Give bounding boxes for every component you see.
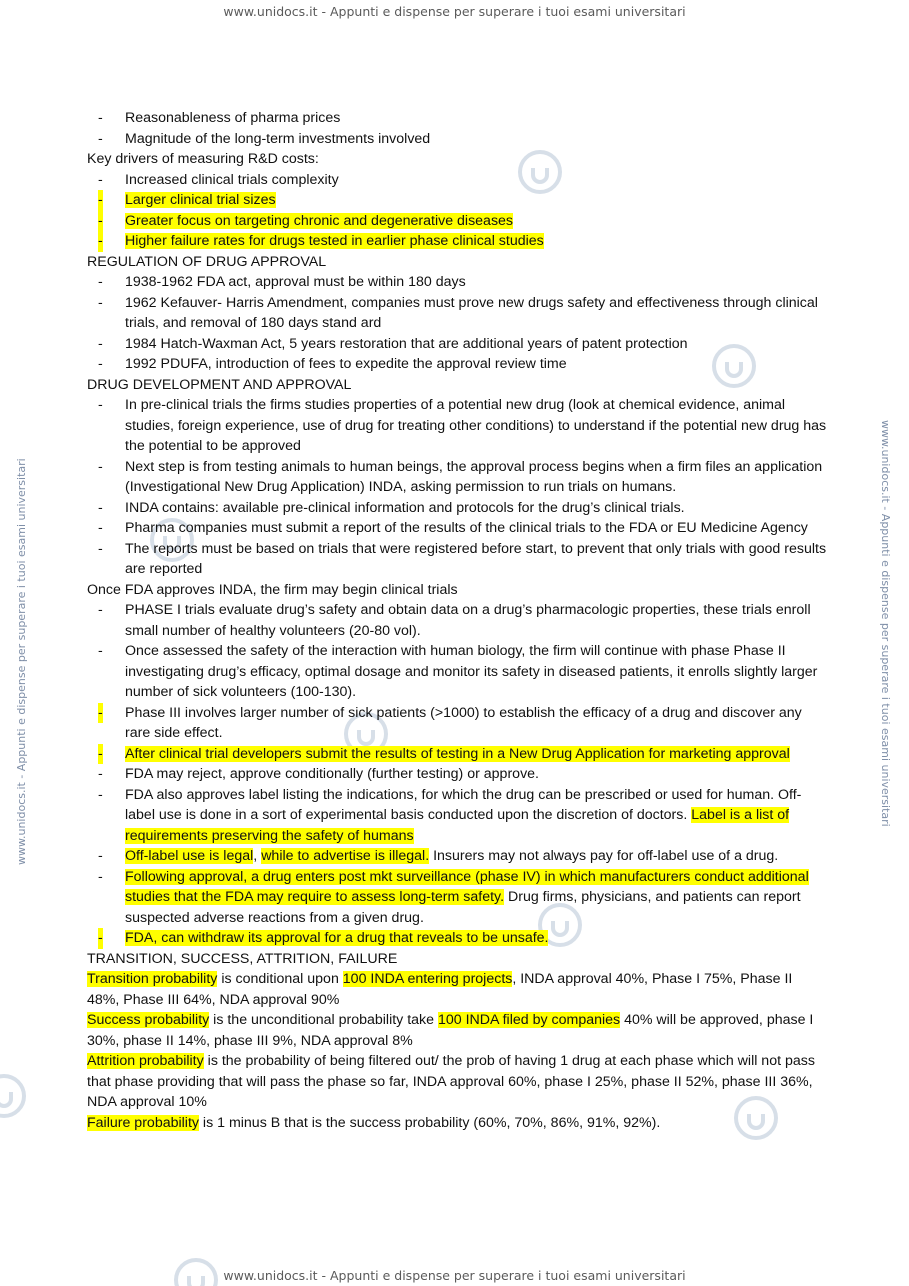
list-item: - Following approval, a drug enters post mkt surveillance (phase IV) in which manufacturers conduct additional studies that the FDA may require to assess long-term safety. Drug firms, physicians, and patients can report suspected adverse reactions from a given drug. — [98, 868, 809, 926]
highlighted-text: Greater focus on targeting chronic and degenerative diseases — [125, 212, 514, 229]
list-item: - After clinical trial developers submit the results of testing in a New Drug Application for marketing approval — [87, 744, 827, 765]
list-item: - In pre-clinical trials the firms studies properties of a potential new drug (look at chemical evidence, animal studies, foreign experience, use of drug for treating other conditions) to understand if the potential new drug has the potential to be approved — [98, 397, 827, 454]
list-item: - Larger clinical trial sizes — [87, 190, 827, 211]
highlighted-text: Following approval, a drug enters post mkt surveillance (phase IV) in which manufacturers conduct additional studies that the FDA may require to assess long-term safety. — [125, 868, 809, 905]
list-item: - Once assessed the safety of the interaction with human biology, the firm will continue with phase Phase II investigating drug’s efficacy, optimal dosage and monitor its safety in diseased patients, it enrolls slightly larger number of sick volunteers (100-130). — [98, 643, 818, 700]
page-footer-watermark: www.unidocs.it - Appunti e dispense per superare i tuoi esami universitari — [223, 1268, 686, 1283]
side-watermark-left: www.unidocs.it - Appunti e dispense per superare i tuoi esami universitari — [15, 458, 28, 865]
list-item: - INDA contains: available pre-clinical information and protocols for the drug’s clinical trials. — [98, 499, 685, 516]
page-header-watermark: www.unidocs.it - Appunti e dispense per superare i tuoi esami universitari — [223, 4, 686, 19]
paragraph: Success probability is the unconditional probability take 100 INDA filed by companies 40% will be approved, phase I 30%, phase II 14%, phase III 9%, NDA approval 8% — [87, 1012, 814, 1049]
section-heading: DRUG DEVELOPMENT AND APPROVAL — [87, 376, 352, 393]
unidocs-logo-watermark — [0, 1076, 24, 1116]
list-item: - FDA also approves label listing the indications, for which the drug can be prescribed or used for human. Off-label use is done in a sort of experimental basis conducted upon the discretion of doctors. Label is a list of requirements preserving the safety of humans — [98, 786, 802, 844]
list-item: - FDA may reject, approve conditionally (further testing) or approve. — [98, 766, 539, 782]
list-item: - 1962 Kefauver- Harris Amendment, companies must prove new drugs safety and effectiveness through clinical trials, and removal of 180 days stand ard — [98, 294, 818, 331]
list-item: - 1938-1962 FDA act, approval must be within 180 days — [98, 274, 466, 290]
list-item: - FDA, can withdraw its approval for a drug that reveals to be unsafe. — [87, 928, 827, 949]
list-item: - Magnitude of the long-term investments involved — [98, 130, 431, 147]
highlighted-text: FDA, can withdraw its approval for a drug that reveals to be unsafe. — [125, 930, 549, 946]
list-item: - Reasonableness of pharma prices — [98, 110, 341, 126]
paragraph: Key drivers of measuring R&D costs: — [87, 151, 319, 167]
paragraph: Failure probability is 1 minus B that is the success probability (60%, 70%, 86%, 91%, 92%). — [87, 1114, 661, 1131]
list-item: - 1992 PDUFA, introduction of fees to expedite the approval review time — [98, 356, 567, 372]
document-body — [87, 108, 827, 1133]
list-item: - Off-label use is legal, while to advertise is illegal. Insurers may not always pay for off-label use of a drug. — [98, 848, 779, 864]
list-item: - Higher failure rates for drugs tested in earlier phase clinical studies — [87, 231, 827, 252]
highlighted-term: Failure probability — [87, 1114, 199, 1131]
highlighted-text: Label is a list of requirements preserving the safety of humans — [125, 807, 790, 844]
section-heading: TRANSITION, SUCCESS, ATTRITION, FAILURE — [87, 950, 398, 967]
highlighted-term: Success probability — [87, 1012, 210, 1028]
list-item: - Greater focus on targeting chronic and degenerative diseases — [87, 211, 827, 232]
highlighted-text: After clinical trial developers submit the results of testing in a New Drug Application for marketing approval — [125, 745, 790, 762]
paragraph: Once FDA approves INDA, the firm may begin clinical trials — [87, 581, 458, 598]
highlighted-term: Attrition probability — [87, 1053, 204, 1069]
section-heading: REGULATION OF DRUG APPROVAL — [87, 253, 327, 270]
paragraph: Transition probability is conditional upon 100 INDA entering projects, INDA approval 40%, Phase I 75%, Phase II 48%, Phase III 64%, NDA approval 90% — [87, 971, 793, 1008]
list-item: - Next step is from testing animals to human beings, the approval process begins when a firm files an application (Investigational New Drug Application) INDA, asking permission to run trials on humans. — [98, 458, 823, 495]
highlighted-text: Larger clinical trial sizes — [125, 192, 276, 208]
side-watermark-right: www.unidocs.it - Appunti e dispense per superare i tuoi esami universitari — [879, 420, 892, 827]
highlighted-text: Higher failure rates for drugs tested in earlier phase clinical studies — [125, 233, 544, 249]
list-item: - 1984 Hatch-Waxman Act, 5 years restoration that are additional years of patent protection — [98, 335, 688, 352]
list-item: - Phase III involves larger number of sick patients (>1000) to establish the efficacy of a drug and discover any rare side effect. — [98, 704, 802, 741]
list-item: - Increased clinical trials complexity — [98, 171, 339, 188]
highlighted-text: while to advertise is illegal. — [261, 848, 430, 864]
list-item: - Pharma companies must submit a report of the results of the clinical trials to the FDA or EU Medicine Agency — [98, 520, 808, 536]
highlighted-text: 100 INDA entering projects — [342, 971, 513, 987]
paragraph: Attrition probability is the probability of being filtered out/ the prob of having 1 drug at each phase which will not pass that phase providing that will pass the phase so far, INDA approval 60%, phase I 25%, phase II 52%, phase III 36%, NDA approval 10% — [87, 1053, 815, 1110]
list-item: - PHASE I trials evaluate drug’s safety and obtain data on a drug’s pharmacologic properties, these trials enroll small number of healthy volunteers (20-80 vol). — [98, 602, 811, 639]
highlighted-text: 100 INDA filed by companies — [437, 1012, 621, 1028]
list-item: - The reports must be based on trials that were registered before start, to prevent that only trials with good results are reported — [98, 540, 827, 577]
highlighted-term: Transition probability — [87, 971, 218, 987]
highlighted-text: Off-label use is legal — [125, 848, 254, 864]
